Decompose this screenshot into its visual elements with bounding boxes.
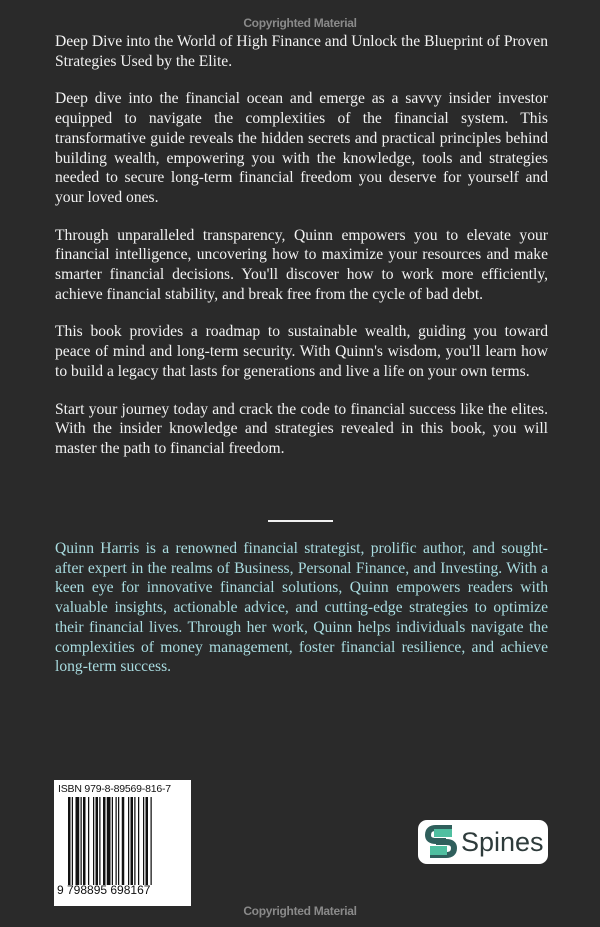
barcode-bar [138, 797, 139, 885]
divider [268, 520, 333, 522]
barcode-bar [68, 797, 71, 885]
publisher-logo [418, 820, 548, 864]
barcode-bar [88, 797, 89, 885]
copyright-watermark-bottom: Copyrighted Material [243, 904, 357, 918]
barcode-bar [143, 797, 144, 885]
blurb-paragraph-5: Start your journey today and crack the code to financial success like the elites. With the insider knowledge and strategies revealed in this book, you will master the path to financial freedom. [55, 400, 548, 457]
blurb [55, 32, 548, 477]
barcode-bar [72, 797, 73, 885]
barcode-bar [151, 797, 152, 885]
barcode-bar [96, 797, 99, 885]
barcode-bar [122, 797, 125, 885]
blurb-paragraph-2: Deep dive into the financial ocean and emerge as a savvy insider investor equipped to navigate the complexities of the financial system. This transformative guide reveals the hidden secrets and practical principles behind building wealth, empowering you with the knowledge, tools and strategies needed to secure long-term financial freedom you deserve for yourself and your loved ones. [55, 90, 548, 206]
barcode-bar [103, 797, 106, 885]
spines-logo-icon [424, 825, 458, 859]
barcode-bar [116, 797, 117, 885]
blurb-paragraph-3: Through unparalleled transparency, Quinn empowers you to elevate your financial intelligence, uncovering how to maximize your resources and make smarter financial decisions. You'll discover how to work more efficiently, achieve financial stability, and break free from the cycle of bad debt. [55, 226, 548, 303]
barcode-bars [68, 797, 176, 885]
barcode-bar [83, 797, 86, 885]
isbn-label: ISBN 979-8-89569-816-7 [58, 783, 171, 795]
barcode-bar [99, 797, 100, 885]
copyright-watermark-top: Copyrighted Material [243, 16, 357, 30]
author-bio: Quinn Harris is a renowned financial strategist, prolific author, and sought-after expert in the realms of Business, Personal Finance, and Investing. With a keen eye for innovative financial solutions, Quinn empowers readers with valuable insights, actionable advice, and cutting-edge strategies to optimize their financial lives. Through her work, Quinn helps individuals navigate the complexities of money management, foster financial resilience, and achieve long-term success. [55, 540, 548, 676]
barcode-bar [131, 797, 134, 885]
barcode-bar [146, 797, 149, 885]
barcode-bar [112, 797, 113, 885]
blurb-paragraph-1: Deep Dive into the World of High Finance and Unlock the Blueprint of Proven Strategies Used by the Elite. [55, 33, 548, 70]
barcode-bar [81, 797, 82, 885]
barcode-bar [118, 797, 119, 885]
barcode-bar [107, 797, 111, 885]
barcode-bar [93, 797, 94, 885]
barcode-digits: 9 798895 698167 [57, 883, 151, 897]
barcode-bar [134, 797, 135, 885]
isbn-barcode [54, 780, 191, 906]
publisher-name: Spines [461, 826, 544, 857]
barcode-bar [76, 797, 80, 885]
barcode-bar [128, 797, 129, 885]
blurb-paragraph-4: This book provides a roadmap to sustainable wealth, guiding you toward peace of mind and long-term security. With Quinn's wisdom, you'll learn how to build a legacy that lasts for generations and live a life on your own terms. [55, 323, 548, 380]
